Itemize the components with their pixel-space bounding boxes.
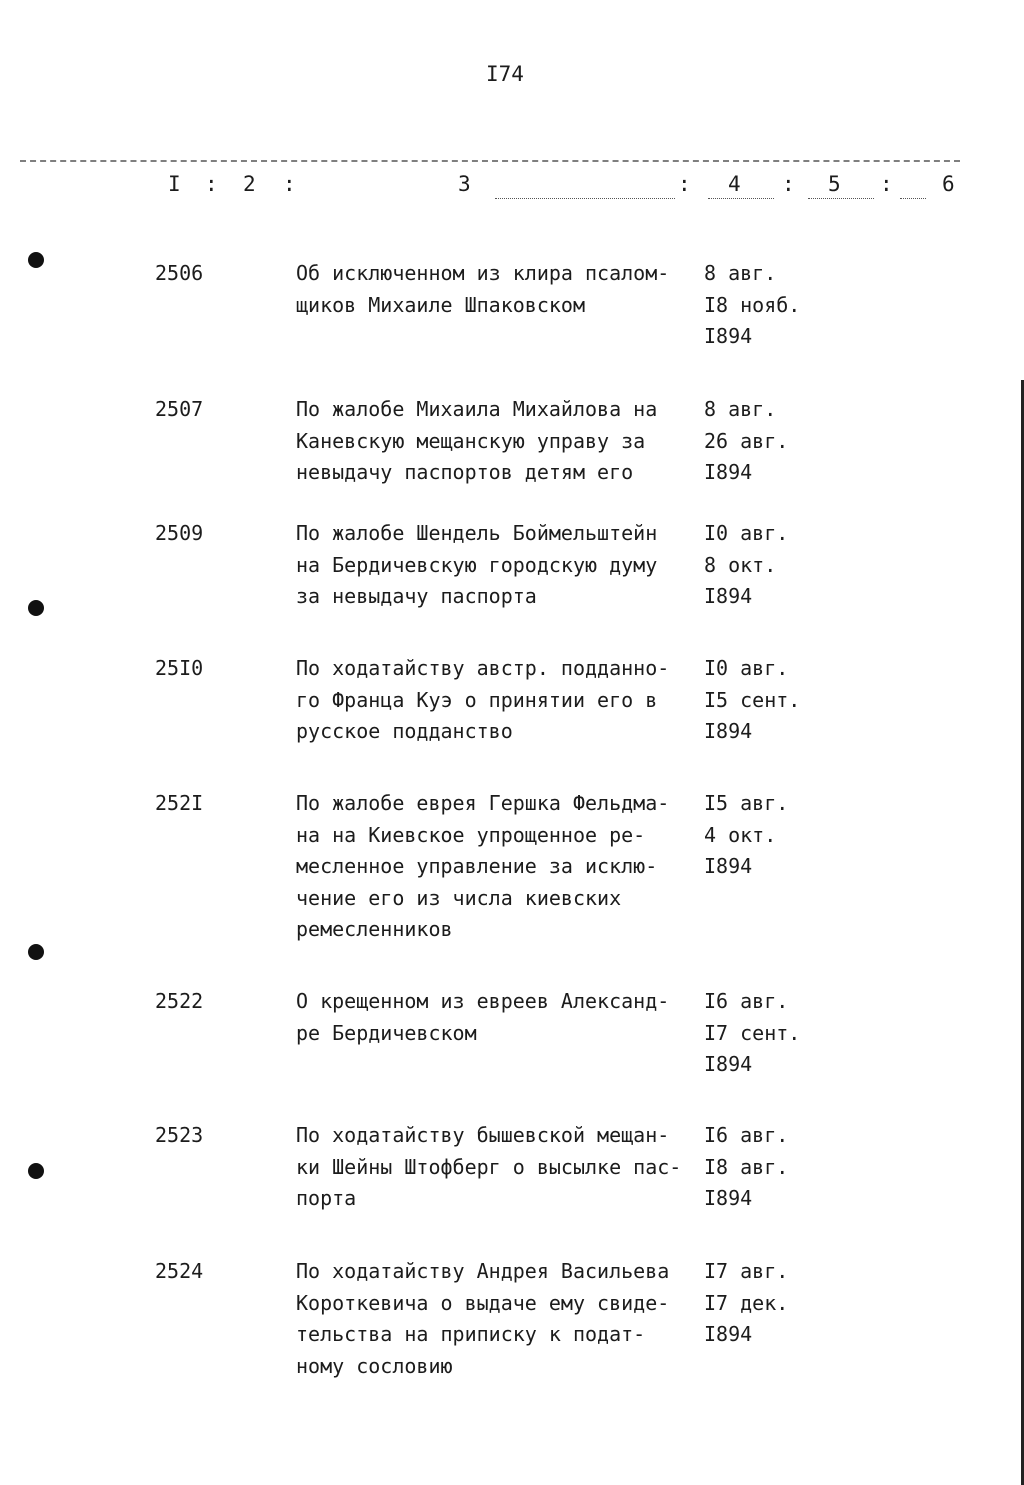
entry-number: 2509 bbox=[155, 521, 204, 545]
punch-hole bbox=[28, 252, 44, 268]
entry-description: По ходатайству Андрея Васильева Короткевича о выдаче ему свиде- тельства на приписку к подат- ному сословию bbox=[296, 1259, 670, 1378]
entry-description: Об исключенном из клира псалом- щиков Михаиле Шпаковском bbox=[296, 261, 670, 317]
entry-number: 2506 bbox=[155, 261, 204, 285]
column-separator: : bbox=[678, 172, 691, 196]
column-separator: : bbox=[283, 172, 296, 196]
entry-dates: 8 авг. I8 нояб. I894 bbox=[704, 261, 801, 348]
entry-dates: I0 авг. 8 окт. I894 bbox=[704, 521, 789, 608]
entry-number: 2522 bbox=[155, 989, 204, 1013]
column-header-6: 6 bbox=[942, 172, 955, 196]
entry-number: 2523 bbox=[155, 1123, 204, 1147]
column-header-1: I bbox=[168, 172, 181, 196]
column-header-3: 3 bbox=[458, 172, 471, 196]
column-header-4: 4 bbox=[728, 172, 741, 196]
column-header-2: 2 bbox=[243, 172, 256, 196]
entry-description: О крещенном из евреев Александ- ре Бердичевском bbox=[296, 989, 670, 1045]
column-header-row bbox=[0, 172, 1024, 204]
page-number: I74 bbox=[486, 62, 524, 86]
entry-number: 2524 bbox=[155, 1259, 204, 1283]
column-separator: : bbox=[880, 172, 893, 196]
entry-dates: I6 авг. I7 сент. I894 bbox=[704, 989, 801, 1076]
entry-description: По жалобе Шендель Боймельштейн на Бердичевскую городскую думу за невыдачу паспорта bbox=[296, 521, 658, 608]
header-underline bbox=[900, 198, 926, 199]
header-rule bbox=[20, 160, 960, 162]
entry-dates: I5 авг. 4 окт. I894 bbox=[704, 791, 789, 878]
entry-description: По ходатайству австр. подданно- го Франца Куэ о принятии его в русское подданство bbox=[296, 656, 670, 743]
entry-number: 252I bbox=[155, 791, 204, 815]
entry-number: 25I0 bbox=[155, 656, 204, 680]
entry-dates: I7 авг. I7 дек. I894 bbox=[704, 1259, 789, 1346]
entry-dates: I6 авг. I8 авг. I894 bbox=[704, 1123, 789, 1210]
column-separator: : bbox=[782, 172, 795, 196]
header-underline bbox=[808, 198, 874, 199]
column-separator: : bbox=[205, 172, 218, 196]
column-header-5: 5 bbox=[828, 172, 841, 196]
entry-number: 2507 bbox=[155, 397, 204, 421]
punch-hole bbox=[28, 600, 44, 616]
header-underline bbox=[495, 198, 675, 199]
entry-description: По жалобе еврея Гершка Фельдма- на на Киевское упрощенное ре- месленное управление за исклю- чение его из числа киевских ремесленников bbox=[296, 791, 670, 941]
entry-dates: 8 авг. 26 авг. I894 bbox=[704, 397, 789, 484]
punch-hole bbox=[28, 1163, 44, 1179]
punch-hole bbox=[28, 944, 44, 960]
entry-description: По ходатайству бышевской мещан- ки Шейны Штофберг о высылке пас- порта bbox=[296, 1123, 682, 1210]
entry-description: По жалобе Михаила Михайлова на Каневскую мещанскую управу за невыдачу паспортов детям его bbox=[296, 397, 658, 484]
entry-dates: I0 авг. I5 сент. I894 bbox=[704, 656, 801, 743]
header-underline bbox=[708, 198, 774, 199]
